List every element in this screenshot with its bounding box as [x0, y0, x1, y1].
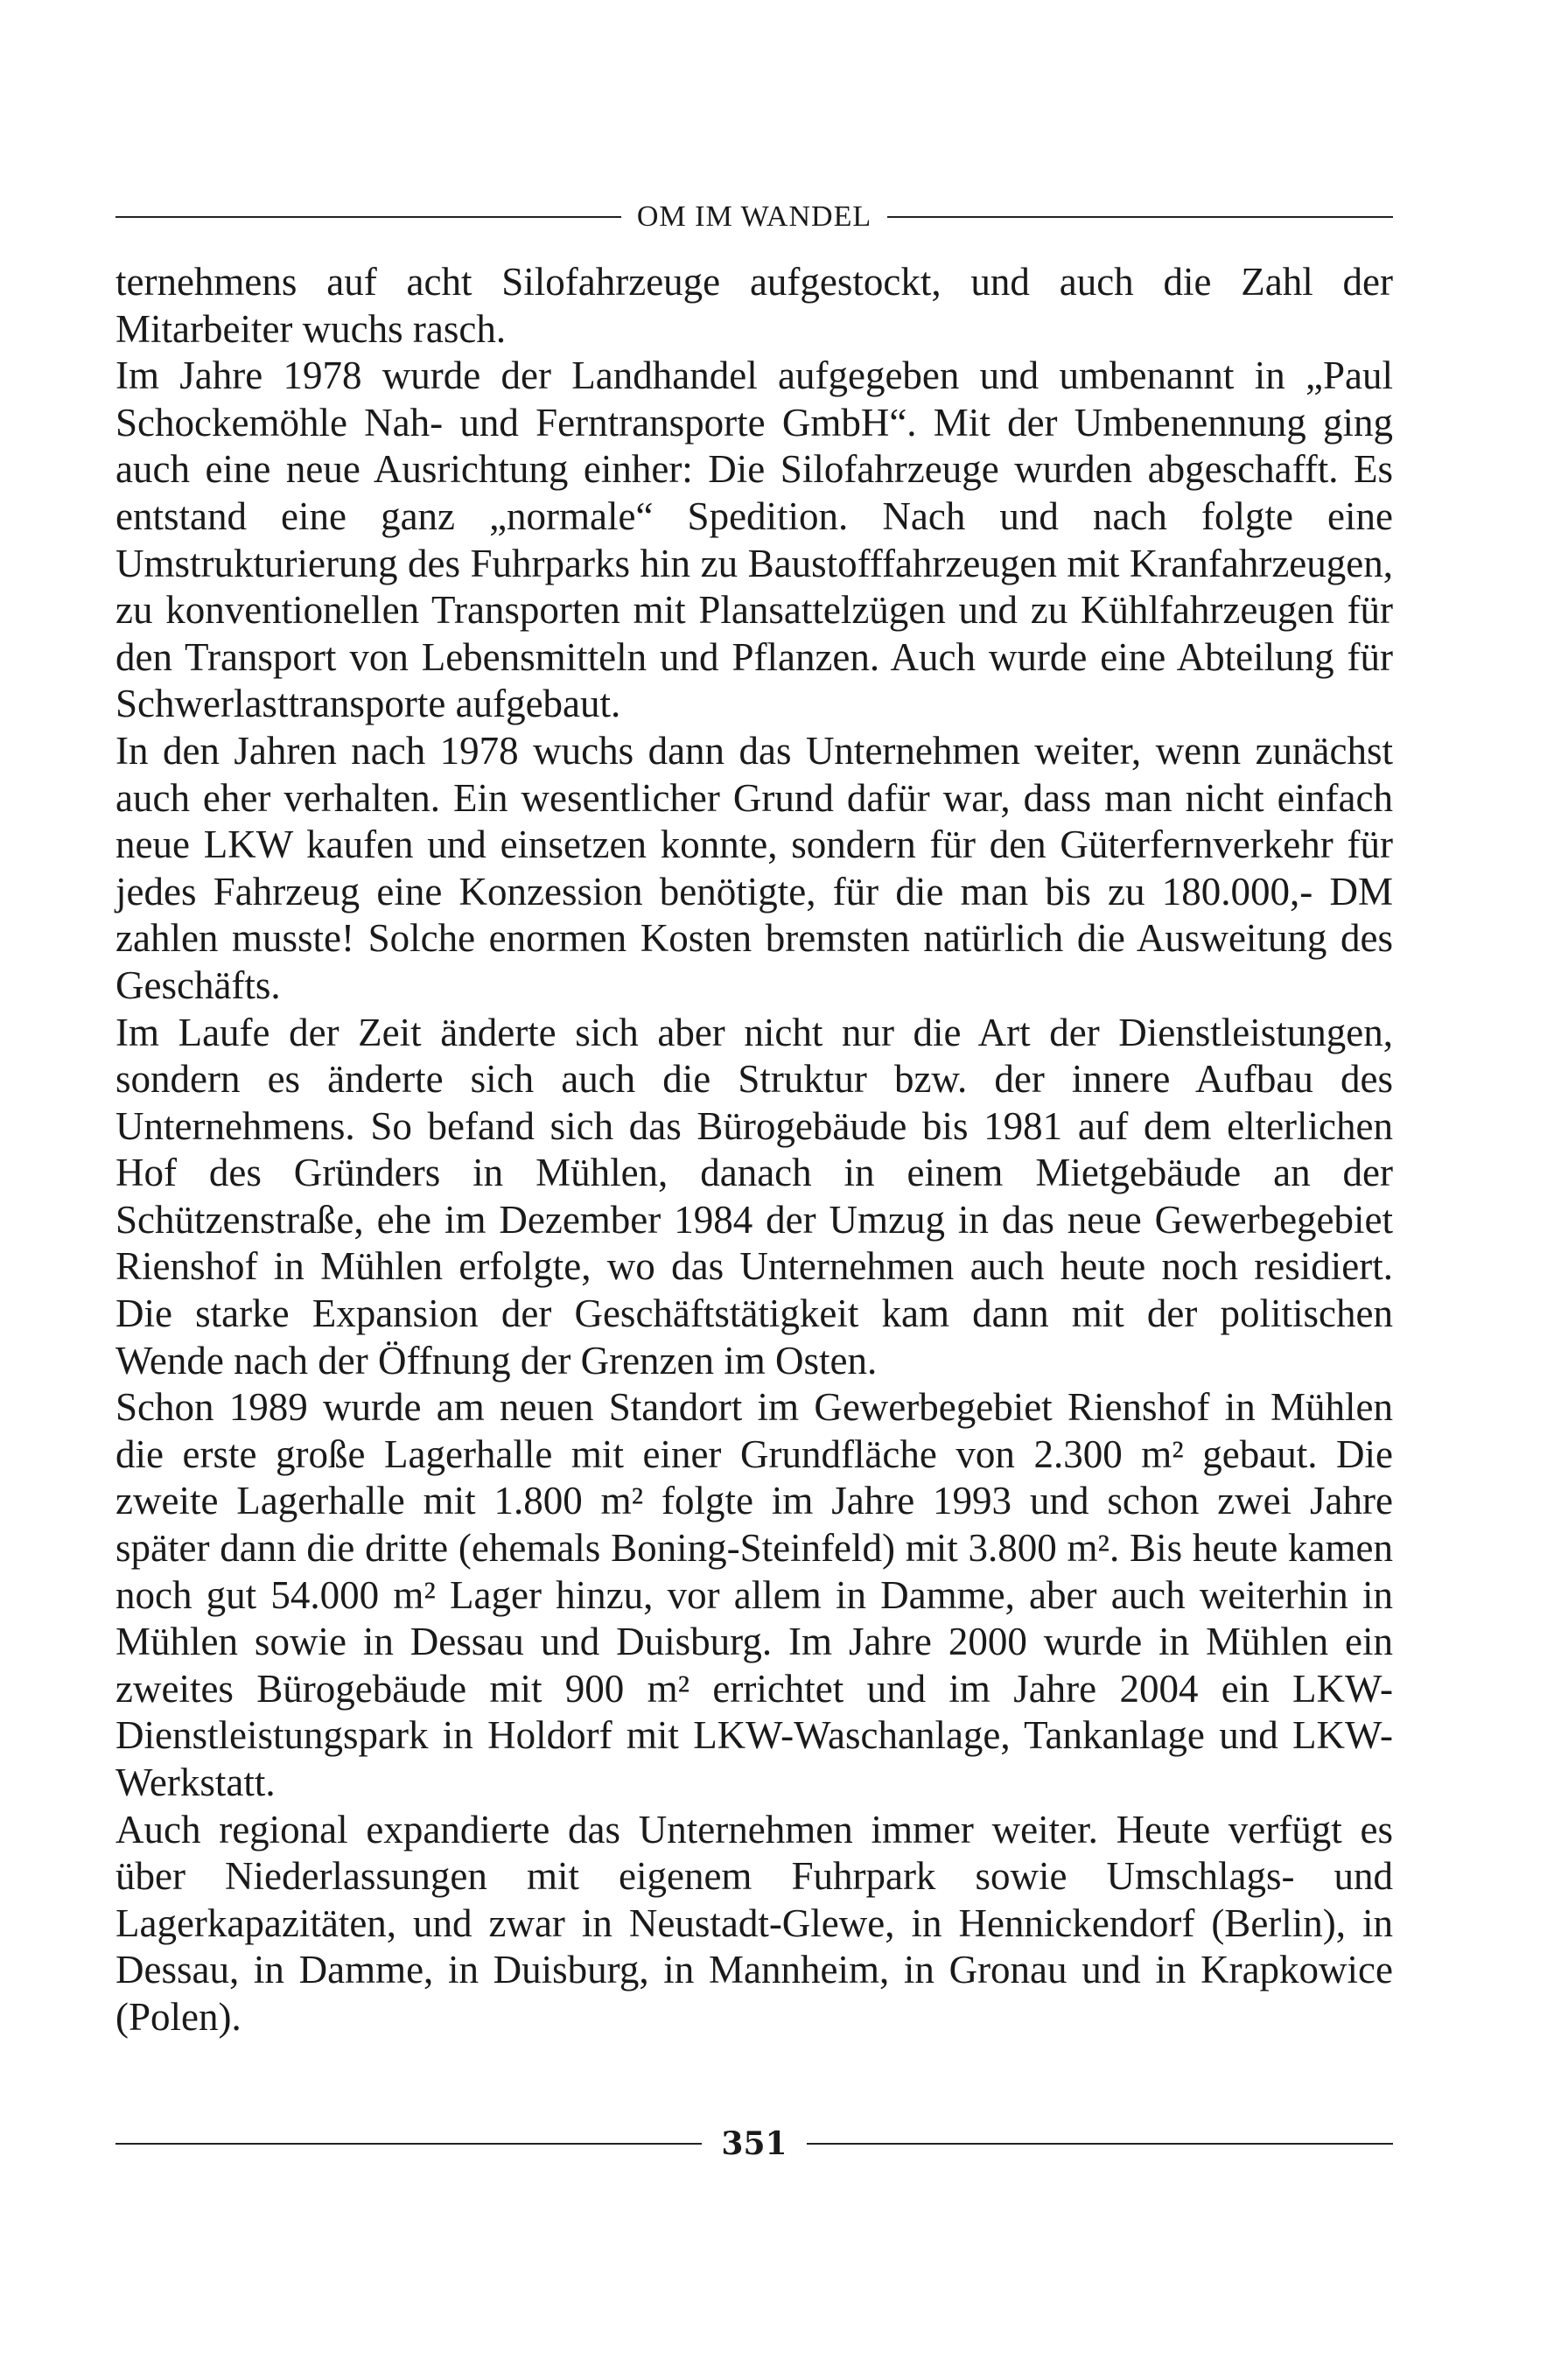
paragraph: ternehmens auf acht Silofahrzeuge aufgestockt, und auch die Zahl der Mitarbeiter wuchs rasch. — [116, 260, 1393, 351]
paragraph: Im Jahre 1978 wurde der Landhandel aufgegeben und umbenannt in „Paul Schockemöhle Nah- und Ferntransporte GmbH“. Mit der Umbenennung ging auch eine neue Ausrichtung einher: Die Silofahrzeuge wurden abgeschafft. Es entstand eine ganz „normale“ Spedition. Nach und nach folgte eine Umstrukturierung des Fuhrparks hin zu Baustofffahrzeugen mit Kranfahrzeugen, zu konventionellen Transporten mit Plansattelzügen und zu Kühlfahrzeugen für den Transport von Lebensmitteln und Pflanzen. Auch wurde eine Abteilung für Schwerlasttransporte aufgebaut. — [116, 354, 1393, 726]
running-title: OM IM WANDEL — [636, 200, 872, 233]
page-footer — [116, 2124, 1393, 2163]
page-number: 351 — [721, 2125, 788, 2162]
footer-rule-left — [116, 2143, 702, 2145]
header-rule-left — [116, 216, 621, 218]
header-rule-right — [887, 216, 1393, 218]
running-header — [116, 200, 1393, 234]
paragraph: Schon 1989 wurde am neuen Standort im Gewerbegebiet Rienshof in Mühlen die erste große Lagerhalle mit einer Grundfläche von 2.300 m² gebaut. Die zweite Lagerhalle mit 1.800 m² folgte im Jahre 1993 und schon zwei Jahre später dann die dritte (ehemals Boning-Steinfeld) mit 3.800 m². Bis heute kamen noch gut 54.000 m² Lager hinzu, vor allem in Damme, aber auch weiterhin in Mühlen sowie in Dessau und Duisburg. Im Jahre 2000 wurde in Mühlen ein zweites Bürogebäude mit 900 m² errichtet und im Jahre 2004 ein LKW-Dienstleistungspark in Holdorf mit LKW-Waschanlage, Tankanlage und LKW-Werkstatt. — [116, 1385, 1393, 1804]
footer-rule-right — [807, 2143, 1393, 2145]
paragraph: In den Jahren nach 1978 wuchs dann das Unternehmen weiter, wenn zunächst auch eher verhalten. Ein wesentlicher Grund dafür war, dass man nicht einfach neue LKW kaufen und einsetzen konnte, sondern für den Güterfernverkehr für jedes Fahrzeug eine Konzession benötigte, für die man bis zu 180.000,- DM zahlen musste! Solche enormen Kosten bremsten natürlich die Ausweitung des Geschäfts. — [116, 728, 1393, 1007]
body-text — [116, 259, 1393, 2041]
paragraph: Auch regional expandierte das Unternehmen immer weiter. Heute verfügt es über Niederlassungen mit eigenem Fuhrpark sowie Umschlags- und Lagerkapazitäten, und zwar in Neustadt-Glewe, in Hennickendorf (Berlin), in Dessau, in Damme, in Duisburg, in Mannheim, in Gronau und in Krapkowice (Polen). — [116, 1807, 1393, 2039]
paragraph: Im Laufe der Zeit änderte sich aber nicht nur die Art der Dienstleistungen, sondern es änderte sich auch die Struktur bzw. der innere Aufbau des Unternehmens. So befand sich das Bürogebäude bis 1981 auf dem elterlichen Hof des Gründers in Mühlen, danach in einem Mietgebäude an der Schützenstraße, ehe im Dezember 1984 der Umzug in das neue Gewerbegebiet Rienshof in Mühlen erfolgte, wo das Unternehmen auch heute noch residiert. Die starke Expansion der Geschäftstätigkeit kam dann mit der politischen Wende nach der Öffnung der Grenzen im Osten. — [116, 1010, 1393, 1382]
